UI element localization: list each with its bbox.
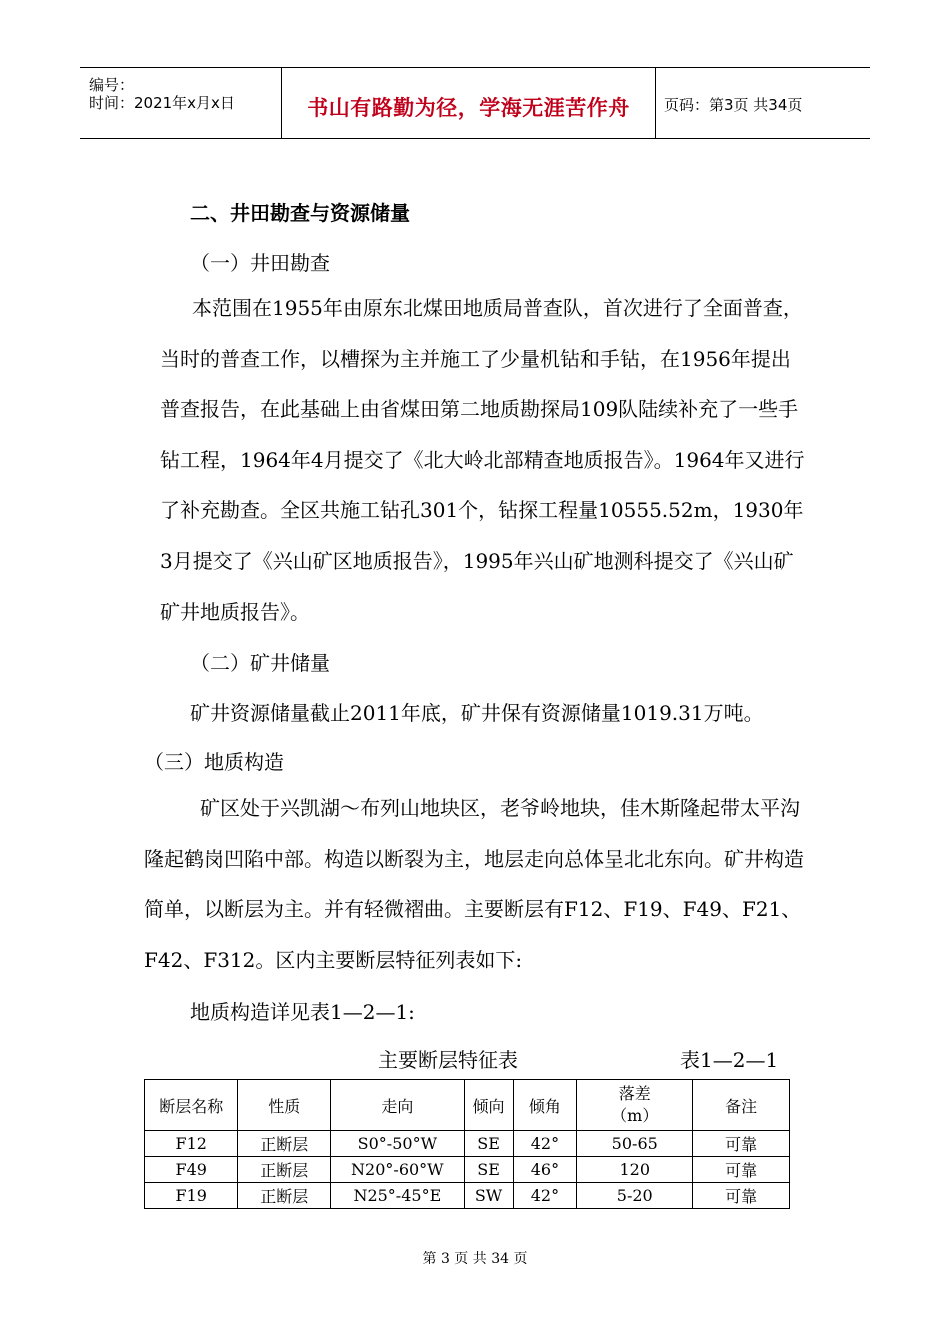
header-page-cell [655, 68, 870, 138]
subsection-2-title: （二）矿井储量 [190, 651, 330, 675]
page-header [80, 67, 870, 139]
subsection-2-text: 矿井资源储量截止2011年底，矿井保有资源储量1019.31万吨。 [190, 701, 764, 725]
table-cell: 可靠 [693, 1131, 790, 1157]
table-cell: 42° [513, 1183, 577, 1209]
subsection-1-title: （一）井田勘查 [190, 251, 330, 275]
table-caption: 主要断层特征表 [378, 1048, 518, 1072]
table-cell: SE [464, 1157, 513, 1183]
table-cell: 50-65 [577, 1131, 693, 1157]
page-footer: 第 3 页 共 34 页 [422, 1251, 528, 1267]
table-cell: S0°-50°W [331, 1131, 464, 1157]
table-cell: 42° [513, 1131, 577, 1157]
table-row [145, 1183, 790, 1209]
motto: 书山有路勤为径，学海无涯苦作舟 [307, 96, 630, 120]
table-cell: F12 [145, 1131, 238, 1157]
col-fault-name: 断层名称 [145, 1080, 238, 1131]
time-label: 时间：2021年x月x日 [89, 94, 235, 112]
table-number: 表1—2—1 [680, 1048, 779, 1072]
table-cell: 46° [513, 1157, 577, 1183]
header-motto-cell [281, 68, 656, 138]
col-nature: 性质 [238, 1080, 331, 1131]
table-cell: 正断层 [238, 1131, 331, 1157]
subsection-3-title: （三）地质构造 [144, 750, 284, 774]
table-cell: SE [464, 1131, 513, 1157]
fault-table [144, 1079, 790, 1209]
subsection-3-paragraph: 矿区处于兴凯湖～布列山地块区，老爷岭地块，佳木斯隆起带太平沟隆起鹤岗凹陷中部。构造以断裂为主，地层走向总体呈北北东向。矿井构造简单，以断层为主。并有轻微褶曲。主要断层有F12、F19、F49、F21、F42、F312。区内主要断层特征列表如下: [144, 796, 804, 972]
col-remarks: 备注 [693, 1080, 790, 1131]
table-cell: 正断层 [238, 1183, 331, 1209]
col-throw: 落差（m） [577, 1080, 693, 1131]
page-info: 页码：第3页 共34页 [664, 96, 803, 114]
table-row [145, 1157, 790, 1183]
table-cell: SW [464, 1183, 513, 1209]
table-row [145, 1131, 790, 1157]
subsection-1-paragraph: 本范围在1955年由原东北煤田地质局普查队，首次进行了全面普查，当时的普查工作，以槽探为主并施工了少量机钻和手钻，在1956年提出普查报告，在此基础上由省煤田第二地质勘探局109队陆续补充了一些手钻工程，1964年4月提交了《北大岭北部精查地质报告》。1964年又进行了补充勘查。全区共施工钻孔301个，钻探工程量10555.52m，1930年3月提交了《兴山矿区地质报告》，1995年兴山矿地测科提交了《兴山矿矿井地质报告》。 [160, 296, 805, 624]
table-header-row [145, 1080, 790, 1131]
table-cell: 120 [577, 1157, 693, 1183]
table-cell: 可靠 [693, 1157, 790, 1183]
col-dip-angle: 倾角 [513, 1080, 577, 1131]
table-cell: 5-20 [577, 1183, 693, 1209]
header-meta [80, 68, 280, 138]
section-title: 二、井田勘查与资源储量 [190, 201, 410, 225]
table-cell: 可靠 [693, 1183, 790, 1209]
number-label: 编号： [89, 76, 135, 94]
col-dip-direction: 倾向 [464, 1080, 513, 1131]
col-strike: 走向 [331, 1080, 464, 1131]
table-cell: F19 [145, 1183, 238, 1209]
table-cell: N25°-45°E [331, 1183, 464, 1209]
table-reference: 地质构造详见表1—2—1: [190, 1000, 415, 1024]
table-cell: F49 [145, 1157, 238, 1183]
table-cell: N20°-60°W [331, 1157, 464, 1183]
table-cell: 正断层 [238, 1157, 331, 1183]
